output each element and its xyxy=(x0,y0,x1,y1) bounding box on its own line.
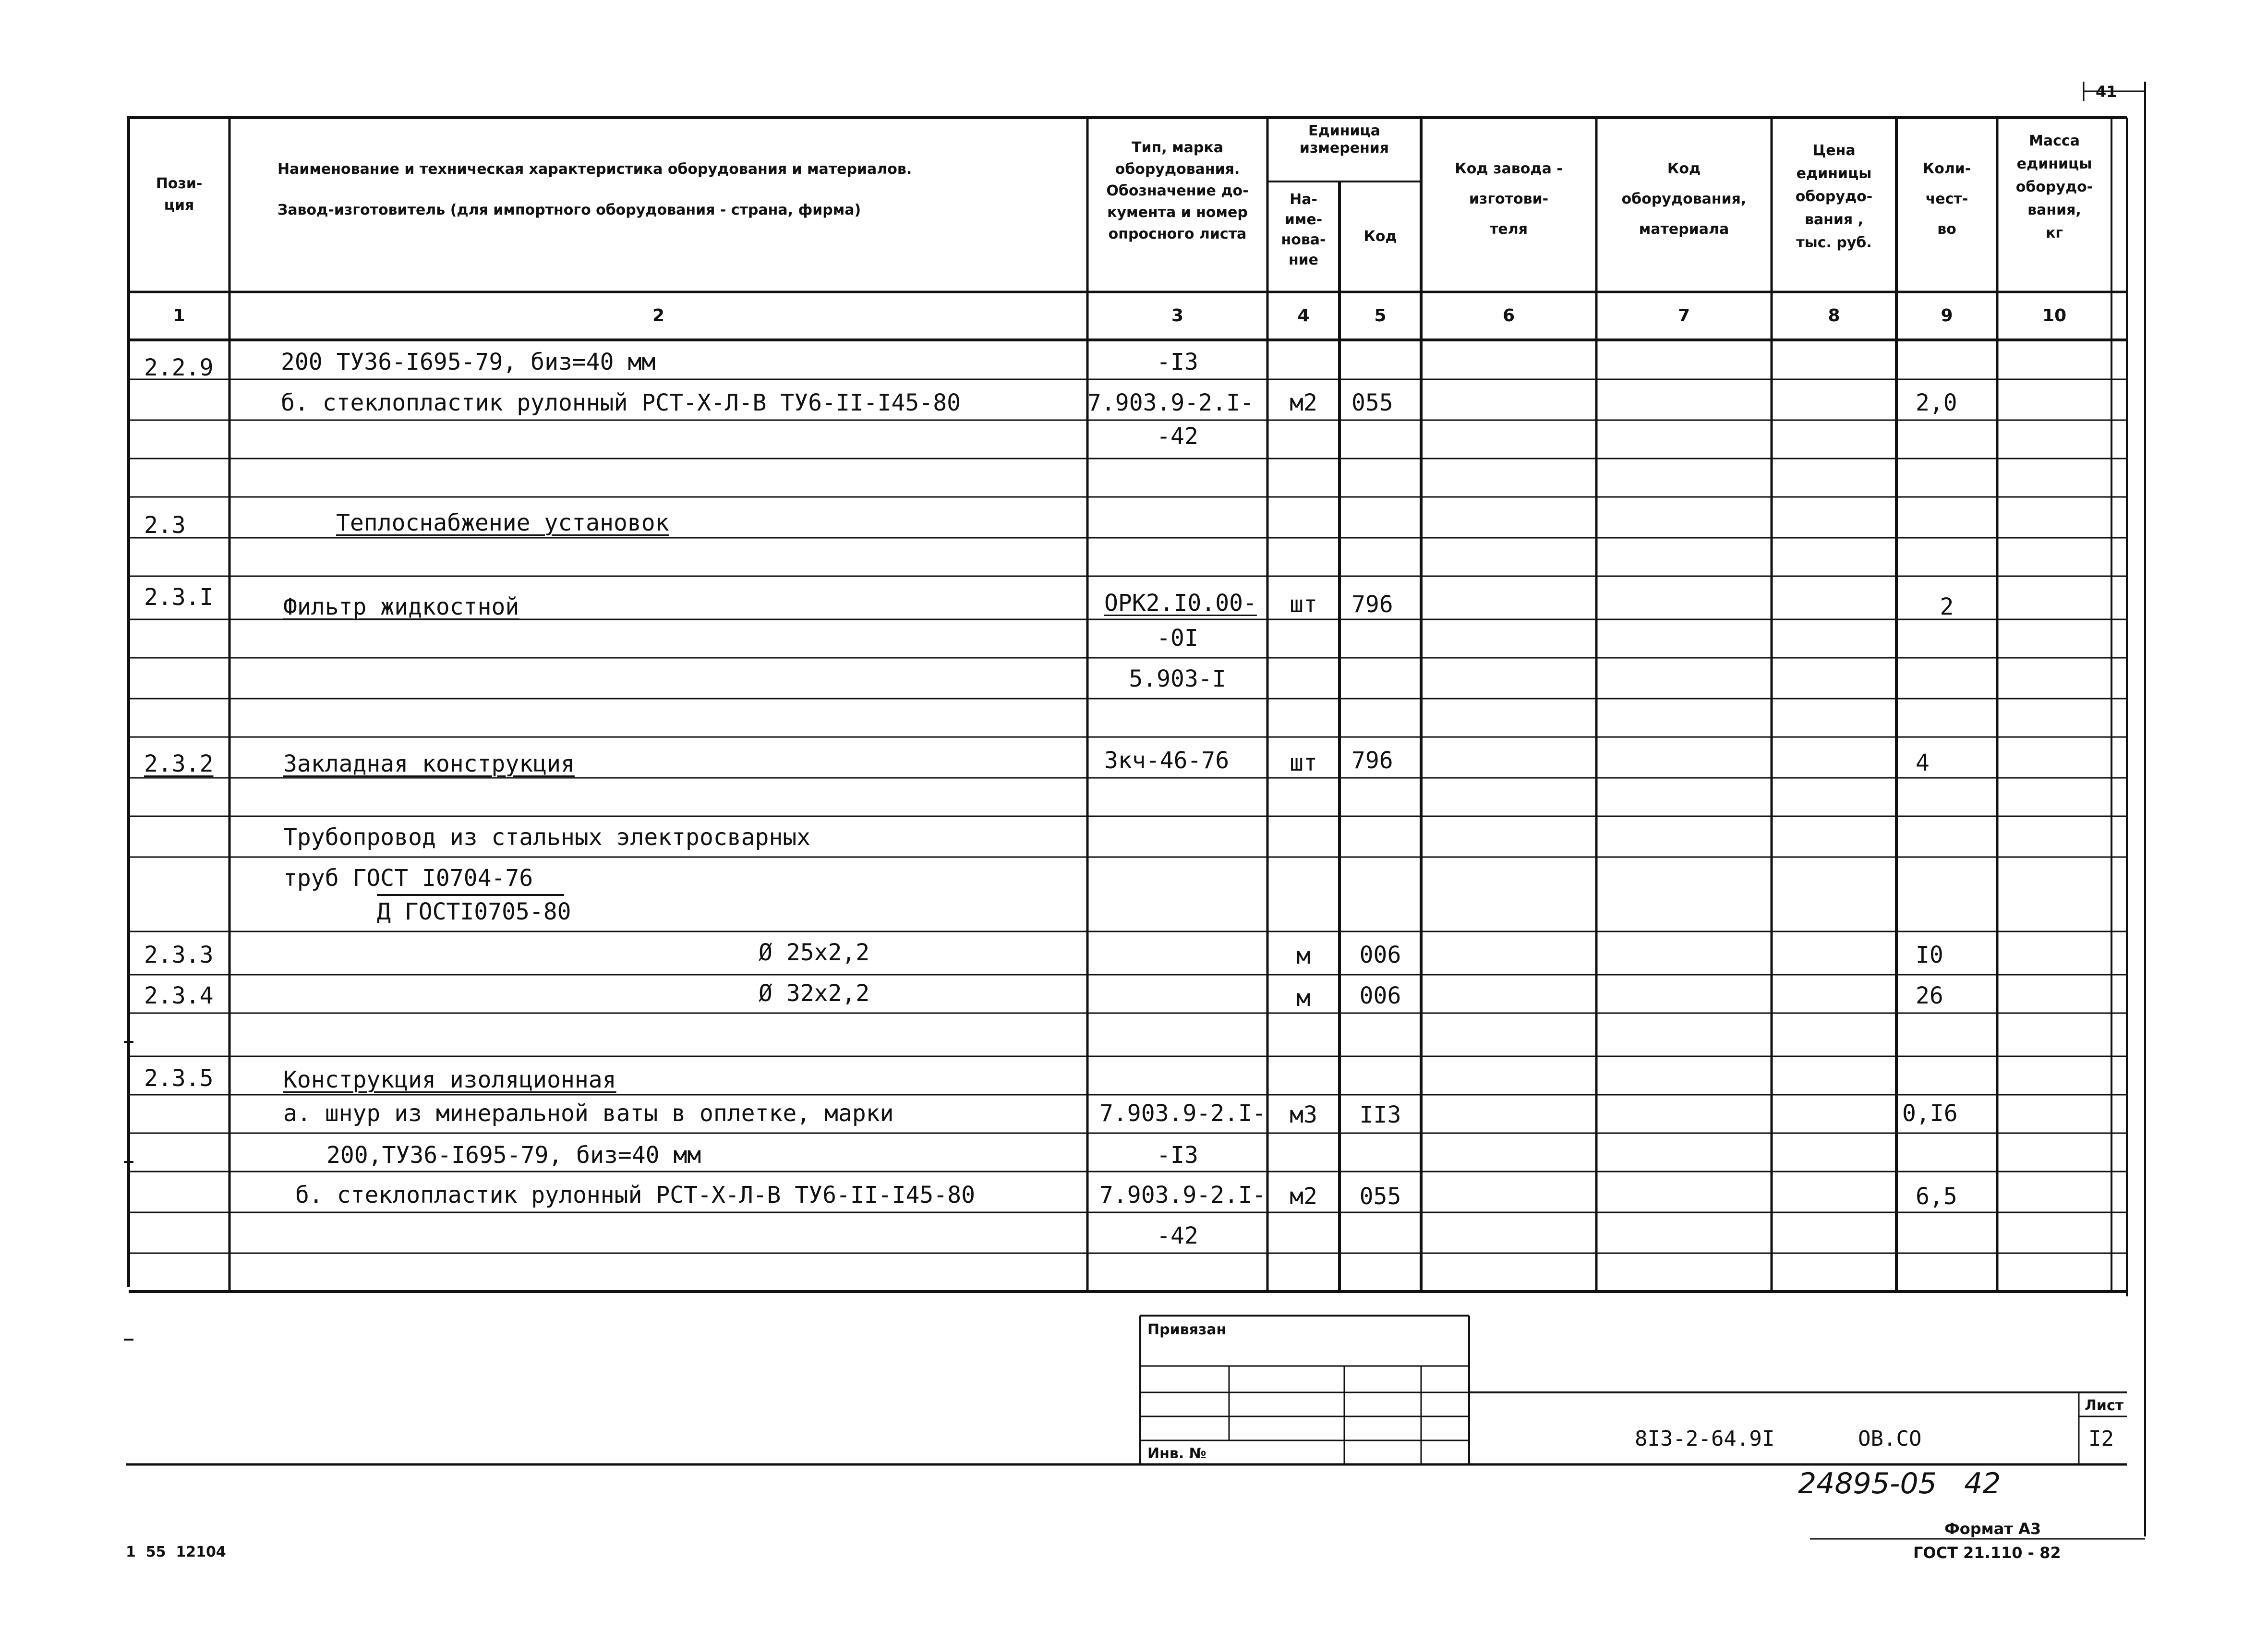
stamp-inventory-number: Инв. № xyxy=(1147,1445,1206,1462)
row-name: Ø 25х2,2 xyxy=(759,939,870,966)
bottom-left-code: 1 55 12104 xyxy=(126,1544,226,1560)
row-name: Д ГОСТI0705-80 xyxy=(377,898,571,925)
row-quantity: 2,0 xyxy=(1916,389,1957,416)
row-name: Закладная конструкция xyxy=(283,750,575,777)
corner-page-mark: 41 xyxy=(2096,83,2117,101)
sheet-label: Лист xyxy=(2085,1397,2124,1414)
row-position: 2.3.I xyxy=(144,584,214,611)
row-code: 796 xyxy=(1351,747,1393,774)
row-name: труб ГОСТ I0704-76 xyxy=(283,865,533,892)
row-position: 2.3.2 xyxy=(144,750,214,777)
row-code: 796 xyxy=(1351,591,1393,618)
row-quantity: 4 xyxy=(1916,749,1930,776)
row-type: 3кч-46-76 xyxy=(1104,747,1230,774)
row-code: 055 xyxy=(1359,1183,1401,1210)
row-name: а. шнур из минеральной ваты в оплетке, марки xyxy=(283,1100,894,1127)
row-type: 5.903-I xyxy=(1129,665,1226,692)
row-name-underline xyxy=(377,894,564,896)
header-unit-code: Код xyxy=(1363,228,1397,245)
row-type: -42 xyxy=(1157,423,1198,450)
row-name: Конструкция изоляционная xyxy=(283,1066,616,1093)
row-position: 2.3.4 xyxy=(144,982,214,1009)
doc-mark: ОВ.СО xyxy=(1858,1426,1922,1451)
col-number-1: 1 xyxy=(173,306,185,326)
header-position: Пози- ция xyxy=(156,175,203,214)
header-unit-group: Единица измерения xyxy=(1299,122,1389,157)
header-unit-name: На- име- нова- ние xyxy=(1281,191,1326,268)
row-code: 006 xyxy=(1359,942,1401,968)
row-position: 2.3.5 xyxy=(144,1065,214,1092)
row-type: -I3 xyxy=(1157,1142,1198,1169)
row-type: 7.903.9-2.I- xyxy=(1099,1100,1266,1127)
col-number-5: 5 xyxy=(1374,306,1387,326)
row-name: б. стеклопластик рулонный РСТ-Х-Л-В ТУ6-II-I45-80 xyxy=(281,389,961,416)
col-number-9: 9 xyxy=(1941,306,1953,326)
row-type: ОРК2.I0.00- xyxy=(1104,590,1257,616)
row-position: 2.3 xyxy=(144,512,186,539)
row-quantity: I0 xyxy=(1916,942,1943,968)
header-quantity: Коли- чест- во xyxy=(1922,160,1971,238)
doc-code: 8I3-2-64.9I xyxy=(1635,1426,1775,1451)
row-type: 7.903.9-2.I- xyxy=(1099,1182,1266,1209)
row-name: Фильтр жидкостной xyxy=(283,593,519,620)
row-position: 2.2.9 xyxy=(144,354,214,381)
header-manufacturer-code: Код завода - изготови- теля xyxy=(1455,160,1563,238)
format-label: Формат А3 xyxy=(1944,1520,2041,1538)
stamp-privyazan: Привязан xyxy=(1147,1321,1227,1338)
col-number-3: 3 xyxy=(1171,306,1184,326)
row-name: 200 ТУ36-I695-79, биз=40 мм xyxy=(281,349,656,375)
row-code: 055 xyxy=(1351,389,1393,416)
col-number-8: 8 xyxy=(1828,306,1840,326)
row-quantity: 6,5 xyxy=(1916,1183,1957,1210)
row-unit: м xyxy=(1296,985,1311,1012)
row-quantity: 2 xyxy=(1940,593,1954,620)
row-unit: шт xyxy=(1290,591,1317,618)
row-code: 006 xyxy=(1359,982,1401,1009)
header-name: Наименование и техническая характеристика оборудования и материалов. Завод-изготовитель (для импортного оборудования - страна, фирма) xyxy=(277,161,912,218)
row-name: Трубопровод из стальных электросварных xyxy=(283,824,811,851)
header-price: Цена единицы оборудо- вания , тыс. руб. xyxy=(1795,142,1873,251)
col-number-4: 4 xyxy=(1297,306,1310,326)
row-name: 200,ТУ36-I695-79, биз=40 мм xyxy=(326,1142,701,1169)
row-type: -I3 xyxy=(1157,349,1198,375)
col-number-10: 10 xyxy=(2042,306,2067,326)
col-number-2: 2 xyxy=(652,306,665,326)
row-type: -42 xyxy=(1157,1222,1198,1249)
header-type: Тип, марка оборудования. Обозначение до- кумента и номер опросного листа xyxy=(1106,139,1249,242)
handwritten-number: 24895-05 42 xyxy=(1798,1467,2001,1500)
row-code: II3 xyxy=(1359,1101,1401,1128)
row-type: -0I xyxy=(1157,625,1198,652)
row-quantity: 26 xyxy=(1916,982,1943,1009)
row-unit: м2 xyxy=(1290,389,1317,416)
section-title: Теплоснабжение установок xyxy=(336,509,669,536)
col-number-7: 7 xyxy=(1677,306,1690,326)
col-number-6: 6 xyxy=(1502,306,1515,326)
sheet-number: I2 xyxy=(2088,1426,2114,1451)
row-unit: м2 xyxy=(1290,1183,1317,1210)
header-equipment-code: Код оборудования, материала xyxy=(1621,160,1747,238)
row-unit: м xyxy=(1296,943,1311,969)
row-unit: шт xyxy=(1290,749,1317,776)
row-name: б. стеклопластик рулонный РСТ-Х-Л-В ТУ6-II-I45-80 xyxy=(295,1182,976,1209)
row-position: 2.3.3 xyxy=(144,942,214,968)
row-quantity: 0,I6 xyxy=(1902,1100,1958,1127)
row-name: Ø 32х2,2 xyxy=(759,980,870,1007)
gost-label: ГОСТ 21.110 - 82 xyxy=(1913,1544,2061,1562)
row-type: 7.903.9-2.I- xyxy=(1087,389,1254,416)
row-unit: м3 xyxy=(1290,1101,1317,1128)
header-mass: Масса единицы оборудо- вания, кг xyxy=(2015,133,2093,242)
